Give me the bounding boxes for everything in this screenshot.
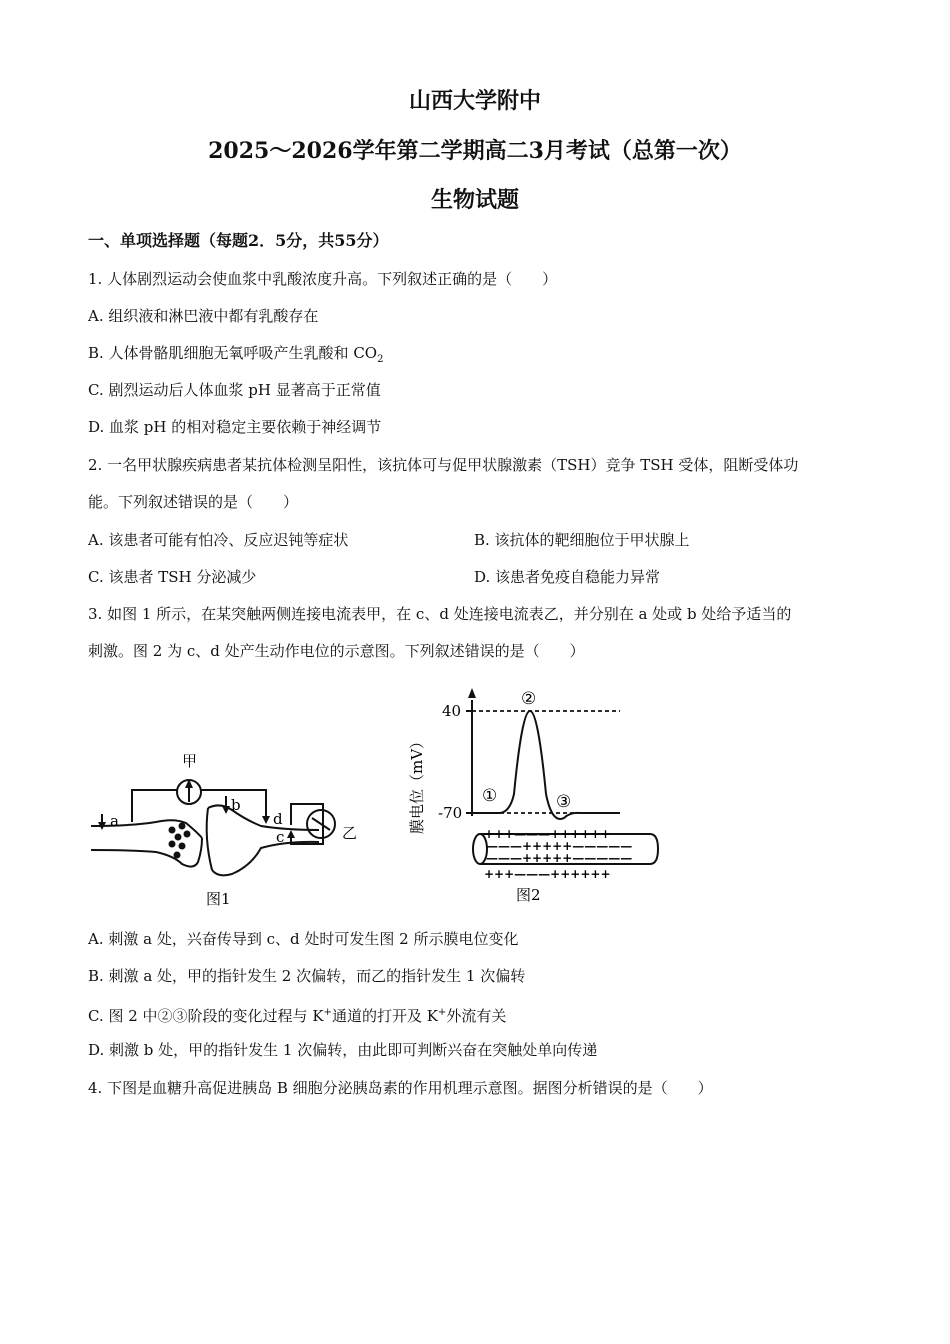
q2-stem-line1: 2. 一名甲状腺疾病患者某抗体检测呈阳性，该抗体可与促甲状腺激素（TSH）竞争 TSH 受体，阻断受体功 bbox=[88, 456, 799, 474]
stage-2-mark: ② bbox=[521, 689, 537, 709]
q2-option-b: B. 该抗体的靶细胞位于甲状腺上 bbox=[474, 531, 690, 549]
q1-option-b: B. 人体骨骼肌细胞无氧呼吸产生乳酸和 $CO_2$ bbox=[88, 344, 384, 365]
figure-2-caption: 图2 bbox=[516, 886, 541, 904]
q3-stem-line1: 3. 如图 1 所示，在某突触两侧连接电流表甲，在 c、d 处连接电流表乙，并分别在 a 处或 b 处给予适当的 bbox=[88, 605, 792, 623]
label-b: b bbox=[231, 796, 241, 814]
q2-option-c: C. 该患者 TSH 分泌减少 bbox=[88, 568, 257, 586]
label-d: d bbox=[273, 810, 283, 828]
label-c: c bbox=[276, 828, 285, 846]
q2-stem-line2: 能。下列叙述错误的是（ ） bbox=[88, 493, 299, 511]
q1-option-a: A. 组织液和淋巴液中都有乳酸存在 bbox=[88, 307, 319, 325]
section-heading: 一、单项选择题（每题2．5分，共55分） bbox=[88, 231, 389, 250]
q3-stem-line2: 刺激。图 2 为 c、d 处产生动作电位的示意图。下列叙述错误的是（ ） bbox=[88, 642, 585, 660]
figure-1-synapse bbox=[86, 738, 376, 910]
tick-minus-70: -70 bbox=[438, 804, 463, 822]
stage-3-mark: ③ bbox=[556, 792, 572, 812]
label-a: a bbox=[110, 812, 119, 830]
charge-row-4: +++———++++++ bbox=[484, 867, 611, 881]
tick-40: 40 bbox=[442, 702, 462, 720]
charge-row-3: ———+++++————— bbox=[486, 851, 633, 865]
q3-option-b: B. 刺激 a 处，甲的指针发生 2 次偏转，而乙的指针发生 1 次偏转 bbox=[88, 967, 526, 985]
q2-option-a: A. 该患者可能有怕冷、反应迟钝等症状 bbox=[88, 531, 349, 549]
label-yi: 乙 bbox=[342, 824, 358, 842]
stage-1-mark: ① bbox=[482, 786, 498, 806]
q3-option-c: C. 图 2 中②③阶段的变化过程与 K+通道的打开及 K+外流有关 bbox=[88, 1007, 507, 1025]
exam-title: 2025～2026学年第二学期高二3月考试（总第一次） bbox=[208, 138, 742, 164]
q1-option-c: C. 剧烈运动后人体血浆 pH 显著高于正常值 bbox=[88, 381, 381, 399]
charge-row-1: +++———++++++ bbox=[484, 827, 611, 841]
q3-option-a: A. 刺激 a 处，兴奋传导到 c、d 处时可发生图 2 所示膜电位变化 bbox=[88, 930, 519, 948]
figure-1-caption: 图1 bbox=[206, 890, 231, 908]
q4-stem: 4. 下图是血糖升高促进胰岛 B 细胞分泌胰岛素的作用机理示意图。据图分析错误的是（ ） bbox=[88, 1079, 713, 1097]
charge-row-2: ———+++++————— bbox=[486, 839, 633, 853]
q2-option-d: D. 该患者免疫自稳能力异常 bbox=[474, 568, 661, 586]
q1-stem: 1. 人体剧烈运动会使血浆中乳酸浓度升高。下列叙述正确的是（ ） bbox=[88, 270, 558, 288]
y-axis-label: 膜电位（mV） bbox=[408, 733, 426, 834]
school-title: 山西大学附中 bbox=[408, 88, 541, 114]
q3-option-d: D. 刺激 b 处，甲的指针发生 1 次偏转，由此即可判断兴奋在突触处单向传递 bbox=[88, 1041, 598, 1059]
figure-2-action-potential bbox=[404, 684, 664, 906]
subject-title: 生物试题 bbox=[430, 187, 519, 213]
label-jia: 甲 bbox=[182, 752, 198, 770]
q1-option-d: D. 血浆 pH 的相对稳定主要依赖于神经调节 bbox=[88, 418, 382, 436]
